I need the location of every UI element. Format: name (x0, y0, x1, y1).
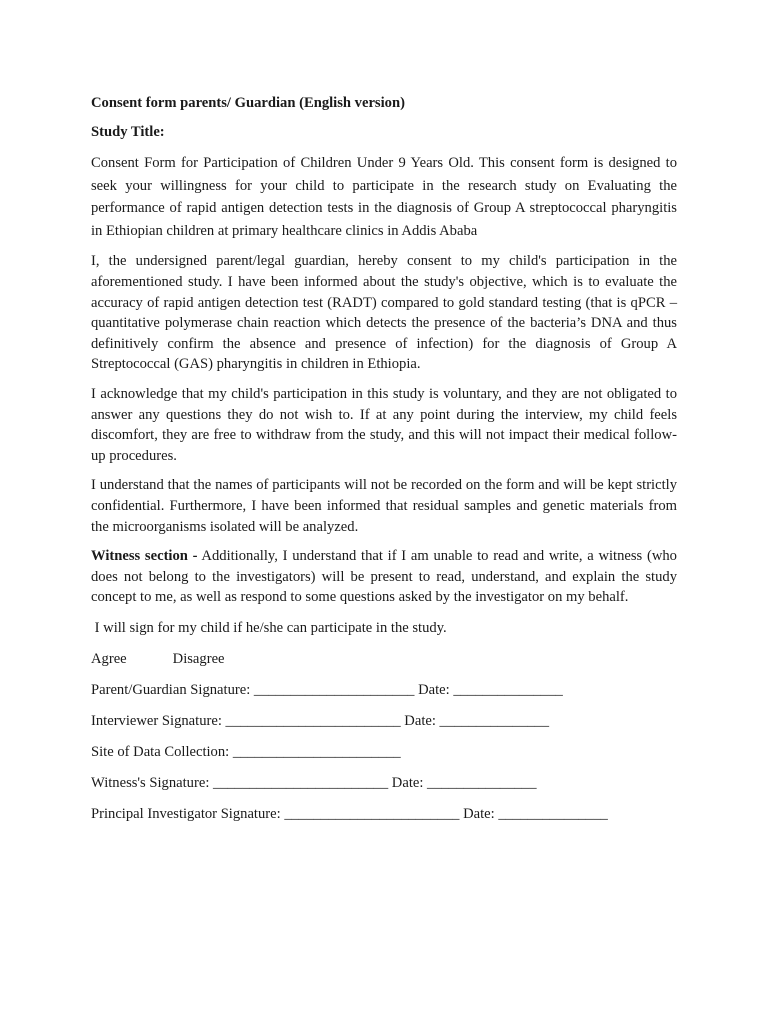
voluntary-paragraph: I acknowledge that my child's participation in this study is voluntary, and they are not obligated to answer any questions they do not wish to. If at any point during the interview, my child feels discomfort, they are free to withdraw from the study, and this will not impact their medical follow-up procedures. (91, 385, 677, 464)
pi-signature-line[interactable]: Principal Investigator Signature: ________________________ Date: _______________ (91, 805, 608, 822)
confidentiality-paragraph: I understand that the names of participants will not be recorded on the form and will be kept strictly confidential. Furthermore, I have been informed that residual samples and genetic materials from the microorganisms isolated will be analyzed. (91, 477, 677, 535)
agree-disagree-row (91, 649, 677, 669)
document-title: Consent form parents/ Guardian (English version) (91, 95, 405, 111)
witness-signature-line[interactable]: Witness's Signature: ________________________ Date: _______________ (91, 774, 537, 791)
disagree-option[interactable]: Disagree (172, 650, 225, 667)
consent-paragraph: I, the undersigned parent/legal guardian, hereby consent to my child's participation in the aforementioned study. I have been informed about the study's objective, which is to evaluate the accuracy of rapid antigen detection test (RADT) compared to gold standard testing (that is qPCR – quantitative polymerase chain reaction which detects the presence of the bacteria’s DNA and thus definitively confirm the absence and presence of infection) for the diagnosis of Group A Streptococcal (GAS) pharyngitis in children in Ethiopia. (91, 253, 677, 373)
sign-statement: I will sign for my child if he/she can participate in the study. (91, 619, 447, 636)
witness-paragraph (91, 546, 677, 608)
witness-section-label: Witness section - (91, 548, 198, 565)
consent-document (91, 93, 677, 824)
interviewer-signature-line[interactable]: Interviewer Signature: ________________________ Date: _______________ (91, 712, 550, 729)
study-title-label: Study Title: (91, 124, 165, 140)
intro-paragraph: Consent Form for Participation of Children Under 9 Years Old. This consent form is designed to seek your willingness for your child to participate in the research study on Evaluating the performance of rapid antigen detection tests in the diagnosis of Group A streptococcal pharyngitis in Ethiopian children at primary healthcare clinics in Addis Ababa (91, 155, 677, 239)
witness-section-text: Additionally, I understand that if I am unable to read and write, a witness (who does not belong to the investigators) will be present to read, understand, and explain the study concept to me, as well as respond to some questions asked by the investigator on my behalf. (91, 548, 677, 606)
agree-option[interactable]: Agree (91, 650, 127, 667)
parent-signature-line[interactable]: Parent/Guardian Signature: ______________________ Date: _______________ (91, 681, 563, 698)
site-of-collection-line[interactable]: Site of Data Collection: _______________________ (91, 743, 401, 760)
